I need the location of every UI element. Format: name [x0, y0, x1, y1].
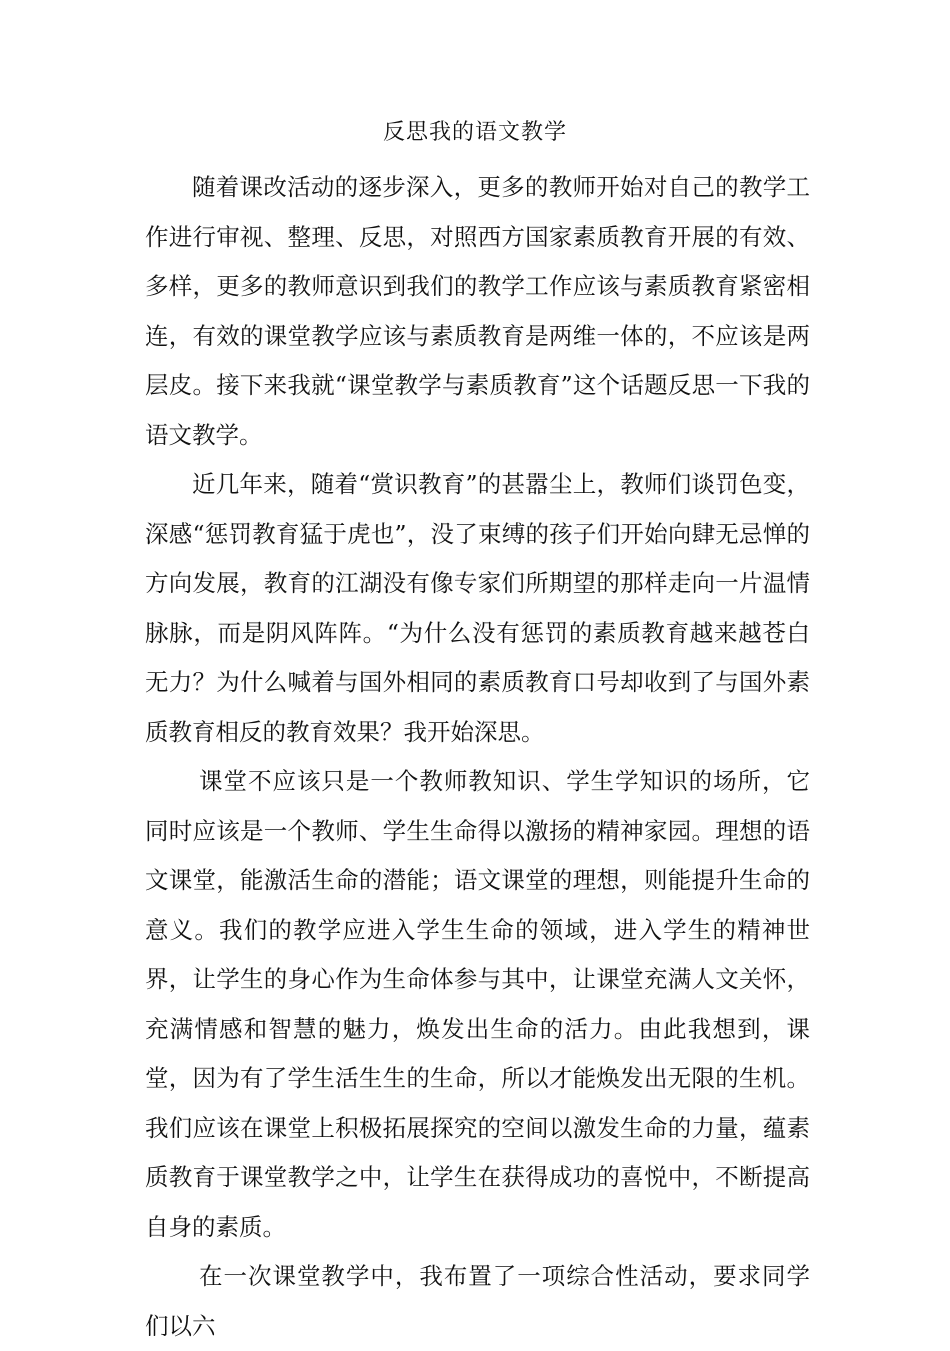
document-body: [145, 163, 810, 1351]
paragraph-4: 在一次课堂教学中，我布置了一项综合性活动，要求同学们以六: [145, 1262, 810, 1340]
paragraph-1: 随着课改活动的逐步深入，更多的教师开始对自己的教学工作进行审视、整理、反思，对照西方国家素质教育开展的有效、多样，更多的教师意识到我们的教学工作应该与素质教育紧密相连，有效的课堂教学应该与素质教育是两维一体的，不应该是两层皮。接下来我就“课堂教学与素质教育”这个话题反思一下我的语文教学。: [145, 173, 810, 449]
paragraph-3: 课堂不应该只是一个教师教知识、学生学知识的场所，它同时应该是一个教师、学生生命得以激扬的精神家园。理想的语文课堂，能激活生命的潜能；语文课堂的理想，则能提升生命的意义。我们的教学应进入学生生命的领域，进入学生的精神世界，让学生的身心作为生命体参与其中，让课堂充满人文关怀，充满情感和智慧的魅力，焕发出生命的活力。由此我想到，课堂，因为有了学生活生生的生命，所以才能焕发出无限的生机。我们应该在课堂上积极拓展探究的空间以激发生命的力量，蕴素质教育于课堂教学之中，让学生在获得成功的喜悦中，不断提高自身的素质。: [145, 767, 810, 1241]
document-title: 反思我的语文教学: [382, 120, 567, 145]
paragraph-2: 近几年来，随着“赏识教育”的甚嚣尘上，教师们谈罚色变，深感“惩罚教育猛于虎也”，没了束缚的孩子们开始向肆无忌惮的方向发展，教育的江湖没有像专家们所期望的那样走向一片温情脉脉，而是阴风阵阵。“为什么没有惩罚的素质教育越来越苍白无力？为什么喊着与国外相同的素质教育口号却收到了与国外素质教育相反的教育效果？我开始深思。: [145, 470, 810, 746]
